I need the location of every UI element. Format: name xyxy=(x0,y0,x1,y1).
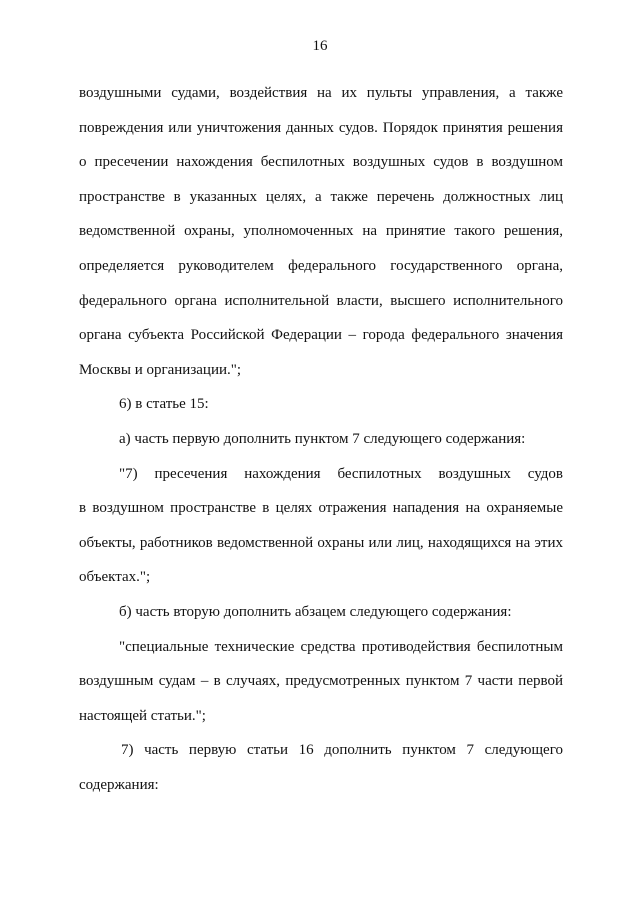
text-line: объектах."; xyxy=(79,569,151,586)
text-line: о пресечении нахождения беспилотных воздушных судов в воздушном xyxy=(79,154,563,171)
text-line: содержания: xyxy=(79,776,159,793)
text-line: в воздушном пространстве в целях отражения нападения на охраняемые xyxy=(79,500,563,517)
text-line: пространстве в указанных целях, а также перечень должностных лиц xyxy=(79,188,563,205)
text-line: определяется руководителем федерального государственного органа, xyxy=(79,257,563,274)
text-line: "специальные технические средства противодействия беспилотным xyxy=(119,638,563,655)
page-number: 16 xyxy=(312,38,328,54)
text-line: "7) пресечения нахождения беспилотных воздушных судов xyxy=(119,465,563,482)
text-line: а) часть первую дополнить пунктом 7 следующего содержания: xyxy=(119,430,526,447)
text-line: ведомственной охраны, уполномоченных на принятие такого решения, xyxy=(79,223,563,240)
text-line: б) часть вторую дополнить абзацем следующего содержания: xyxy=(119,603,512,620)
text-line: воздушным судам – в случаях, предусмотренных пунктом 7 части первой xyxy=(79,673,563,690)
text-line: повреждения или уничтожения данных судов. Порядок принятия решения xyxy=(79,119,563,136)
text-line: объекты, работников ведомственной охраны или лиц, находящихся на этих xyxy=(79,534,563,551)
text-line: 7) часть первую статьи 16 дополнить пунктом 7 следующего xyxy=(121,742,563,759)
text-line: воздушными судами, воздействия на их пульты управления, а также xyxy=(79,85,563,101)
text-line: настоящей статьи."; xyxy=(79,707,206,724)
text-line: 6) в статье 15: xyxy=(119,396,209,413)
text-line: федерального органа исполнительной власти, высшего исполнительного xyxy=(79,292,563,309)
document-body xyxy=(79,76,563,802)
text-line: органа субъекта Российской Федерации – города федерального значения xyxy=(79,327,563,344)
text-line: Москвы и организации."; xyxy=(79,361,242,378)
